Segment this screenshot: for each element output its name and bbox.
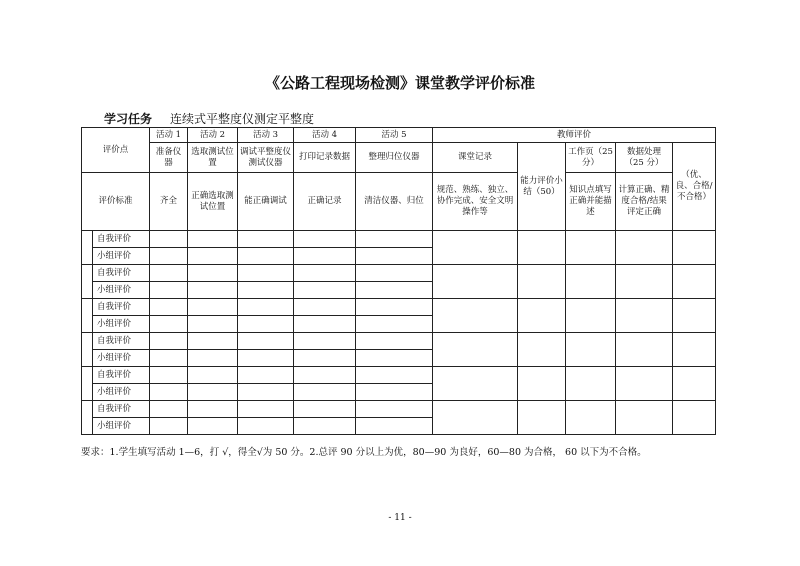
- activity-header: 活动 4: [294, 128, 356, 143]
- class-record-cell[interactable]: [433, 231, 518, 265]
- activity-header: 活动 5: [356, 128, 433, 143]
- row-label: 自我评价: [93, 401, 150, 418]
- class-record-cell[interactable]: [433, 299, 518, 333]
- activity-score-cell[interactable]: [150, 265, 188, 282]
- evaluation-table: [81, 127, 716, 435]
- activity-score-cell[interactable]: [188, 282, 238, 299]
- activity-score-cell[interactable]: [188, 384, 238, 401]
- worksheet-cell[interactable]: [566, 367, 616, 401]
- page-number: - 11 -: [388, 513, 412, 523]
- row-label: 自我评价: [93, 299, 150, 316]
- ability-header: 能力评价小结（50）: [518, 143, 566, 231]
- activity-score-cell[interactable]: [294, 418, 356, 435]
- worksheet-cell[interactable]: [566, 333, 616, 367]
- activity-score-cell[interactable]: [150, 418, 188, 435]
- activity-score-cell[interactable]: [150, 384, 188, 401]
- standard-cell: 齐全: [150, 173, 188, 231]
- activity-score-cell[interactable]: [356, 401, 433, 418]
- activity-score-cell[interactable]: [150, 299, 188, 316]
- worksheet-cell[interactable]: [566, 401, 616, 435]
- activity-score-cell[interactable]: [188, 418, 238, 435]
- activity-score-cell[interactable]: [238, 265, 294, 282]
- eval-point-header: 评价点: [82, 128, 150, 173]
- task-label: 学习任务: [104, 112, 153, 126]
- requirement-note: 要求：1.学生填写活动 1—6，打 √，得全√为 50 分。2.总评 90 分以上为优，80—90 为良好，60—80 为合格， 60 以下为不合格。: [81, 447, 647, 458]
- self-eval-row: [82, 299, 716, 316]
- ability-cell[interactable]: [518, 367, 566, 401]
- activity-score-cell[interactable]: [356, 367, 433, 384]
- activity-score-cell[interactable]: [356, 384, 433, 401]
- activity-score-cell[interactable]: [188, 367, 238, 384]
- activity-item: 打印记录数据: [294, 143, 356, 173]
- worksheet-header: 工作页（25 分）: [566, 143, 616, 173]
- activity-item: 准备仪器: [150, 143, 188, 173]
- activity-score-cell[interactable]: [356, 299, 433, 316]
- standard-cell: 正确选取测试位置: [188, 173, 238, 231]
- row-label: 小组评价: [93, 350, 150, 367]
- activity-score-cell[interactable]: [150, 231, 188, 248]
- activity-score-cell[interactable]: [188, 231, 238, 248]
- activity-score-cell[interactable]: [294, 333, 356, 350]
- group-marker: [82, 231, 93, 265]
- activity-score-cell[interactable]: [188, 350, 238, 367]
- activity-score-cell[interactable]: [150, 350, 188, 367]
- data-proc-cell[interactable]: [616, 367, 673, 401]
- activity-header: 活动 3: [238, 128, 294, 143]
- activity-score-cell[interactable]: [356, 248, 433, 265]
- activity-score-cell[interactable]: [294, 350, 356, 367]
- group-marker: [82, 333, 93, 367]
- activity-score-cell[interactable]: [238, 418, 294, 435]
- self-eval-row: [82, 231, 716, 248]
- worksheet-cell[interactable]: [566, 265, 616, 299]
- activity-score-cell[interactable]: [294, 248, 356, 265]
- data-proc-cell[interactable]: [616, 231, 673, 265]
- class-record-cell[interactable]: [433, 367, 518, 401]
- activity-score-cell[interactable]: [150, 248, 188, 265]
- activity-score-cell[interactable]: [188, 316, 238, 333]
- grade-cell[interactable]: [673, 333, 716, 367]
- activity-score-cell[interactable]: [188, 401, 238, 418]
- activity-score-cell[interactable]: [294, 384, 356, 401]
- activity-score-cell[interactable]: [238, 350, 294, 367]
- standard-cell: 正确记录: [294, 173, 356, 231]
- activity-score-cell[interactable]: [238, 282, 294, 299]
- activity-score-cell[interactable]: [238, 333, 294, 350]
- class-record-cell[interactable]: [433, 333, 518, 367]
- self-eval-row: [82, 401, 716, 418]
- activity-item: 调试平整度仪测试仪器: [238, 143, 294, 173]
- grade-cell[interactable]: [673, 231, 716, 265]
- activity-score-cell[interactable]: [188, 248, 238, 265]
- row-label: 自我评价: [93, 231, 150, 248]
- activity-score-cell[interactable]: [150, 333, 188, 350]
- grade-cell[interactable]: [673, 401, 716, 435]
- row-label: 小组评价: [93, 418, 150, 435]
- class-record-standard: 规范、熟练、独立、协作完成、安全文明操作等: [433, 173, 518, 231]
- self-eval-row: [82, 367, 716, 384]
- activity-score-cell[interactable]: [294, 265, 356, 282]
- activity-score-cell[interactable]: [294, 367, 356, 384]
- activity-score-cell[interactable]: [294, 282, 356, 299]
- activity-score-cell[interactable]: [356, 333, 433, 350]
- activity-score-cell[interactable]: [150, 282, 188, 299]
- activity-score-cell[interactable]: [356, 418, 433, 435]
- activity-score-cell[interactable]: [238, 384, 294, 401]
- activity-score-cell[interactable]: [238, 231, 294, 248]
- row-label: 小组评价: [93, 282, 150, 299]
- data-proc-cell[interactable]: [616, 333, 673, 367]
- data-standard: 计算正确、精度合格/结果评定正确: [616, 173, 673, 231]
- row-label: 小组评价: [93, 384, 150, 401]
- group-marker: [82, 299, 93, 333]
- group-marker: [82, 265, 93, 299]
- activity-score-cell[interactable]: [238, 248, 294, 265]
- activity-header: 活动 2: [188, 128, 238, 143]
- activity-score-cell[interactable]: [238, 316, 294, 333]
- ability-cell[interactable]: [518, 231, 566, 265]
- standard-cell: 能正确调试: [238, 173, 294, 231]
- group-rows: [82, 231, 716, 435]
- row-label: 小组评价: [93, 316, 150, 333]
- row-label: 自我评价: [93, 265, 150, 282]
- activity-score-cell[interactable]: [294, 401, 356, 418]
- teacher-eval-header: 教师评价: [433, 128, 716, 143]
- class-record-cell[interactable]: [433, 401, 518, 435]
- row-label: 小组评价: [93, 248, 150, 265]
- ability-cell[interactable]: [518, 299, 566, 333]
- data-proc-cell[interactable]: [616, 265, 673, 299]
- eval-standard-header: 评价标准: [82, 173, 150, 231]
- group-marker: [82, 367, 93, 401]
- row-label: 自我评价: [93, 333, 150, 350]
- activity-score-cell[interactable]: [188, 265, 238, 282]
- activity-score-cell[interactable]: [150, 316, 188, 333]
- activity-score-cell[interactable]: [150, 401, 188, 418]
- row-label: 自我评价: [93, 367, 150, 384]
- ability-cell[interactable]: [518, 265, 566, 299]
- activity-item: 整理归位仪器: [356, 143, 433, 173]
- data-proc-cell[interactable]: [616, 401, 673, 435]
- activity-score-cell[interactable]: [188, 299, 238, 316]
- self-eval-row: [82, 265, 716, 282]
- activity-score-cell[interactable]: [294, 316, 356, 333]
- data-proc-cell[interactable]: [616, 299, 673, 333]
- activity-score-cell[interactable]: [188, 333, 238, 350]
- grade-standard: （优、良、合格/不合格）: [673, 143, 716, 231]
- activity-score-cell[interactable]: [356, 316, 433, 333]
- document-title: 《公路工程现场检测》课堂教学评价标准: [264, 74, 535, 92]
- grade-cell[interactable]: [673, 299, 716, 333]
- activity-score-cell[interactable]: [238, 299, 294, 316]
- grade-cell[interactable]: [673, 265, 716, 299]
- activity-score-cell[interactable]: [356, 231, 433, 248]
- task-value: 连续式平整度仪测定平整度: [170, 112, 315, 126]
- class-record-cell[interactable]: [433, 265, 518, 299]
- standard-cell: 清洁仪器、归位: [356, 173, 433, 231]
- learning-task: [104, 110, 314, 127]
- activity-score-cell[interactable]: [356, 265, 433, 282]
- self-eval-row: [82, 333, 716, 350]
- activity-header: 活动 1: [150, 128, 188, 143]
- worksheet-standard: 知识点填写正确并能描述: [566, 173, 616, 231]
- activity-score-cell[interactable]: [150, 367, 188, 384]
- activity-item: 选取测试位置: [188, 143, 238, 173]
- worksheet-cell[interactable]: [566, 231, 616, 265]
- ability-cell[interactable]: [518, 401, 566, 435]
- worksheet-cell[interactable]: [566, 299, 616, 333]
- activity-score-cell[interactable]: [294, 299, 356, 316]
- activity-score-cell[interactable]: [356, 350, 433, 367]
- grade-cell[interactable]: [673, 367, 716, 401]
- ability-cell[interactable]: [518, 333, 566, 367]
- activity-score-cell[interactable]: [356, 282, 433, 299]
- activity-score-cell[interactable]: [238, 401, 294, 418]
- activity-score-cell[interactable]: [238, 367, 294, 384]
- class-record-header: 课堂记录: [433, 143, 518, 173]
- data-proc-header: 数据处理（25 分）: [616, 143, 673, 173]
- activity-score-cell[interactable]: [294, 231, 356, 248]
- group-marker: [82, 401, 93, 435]
